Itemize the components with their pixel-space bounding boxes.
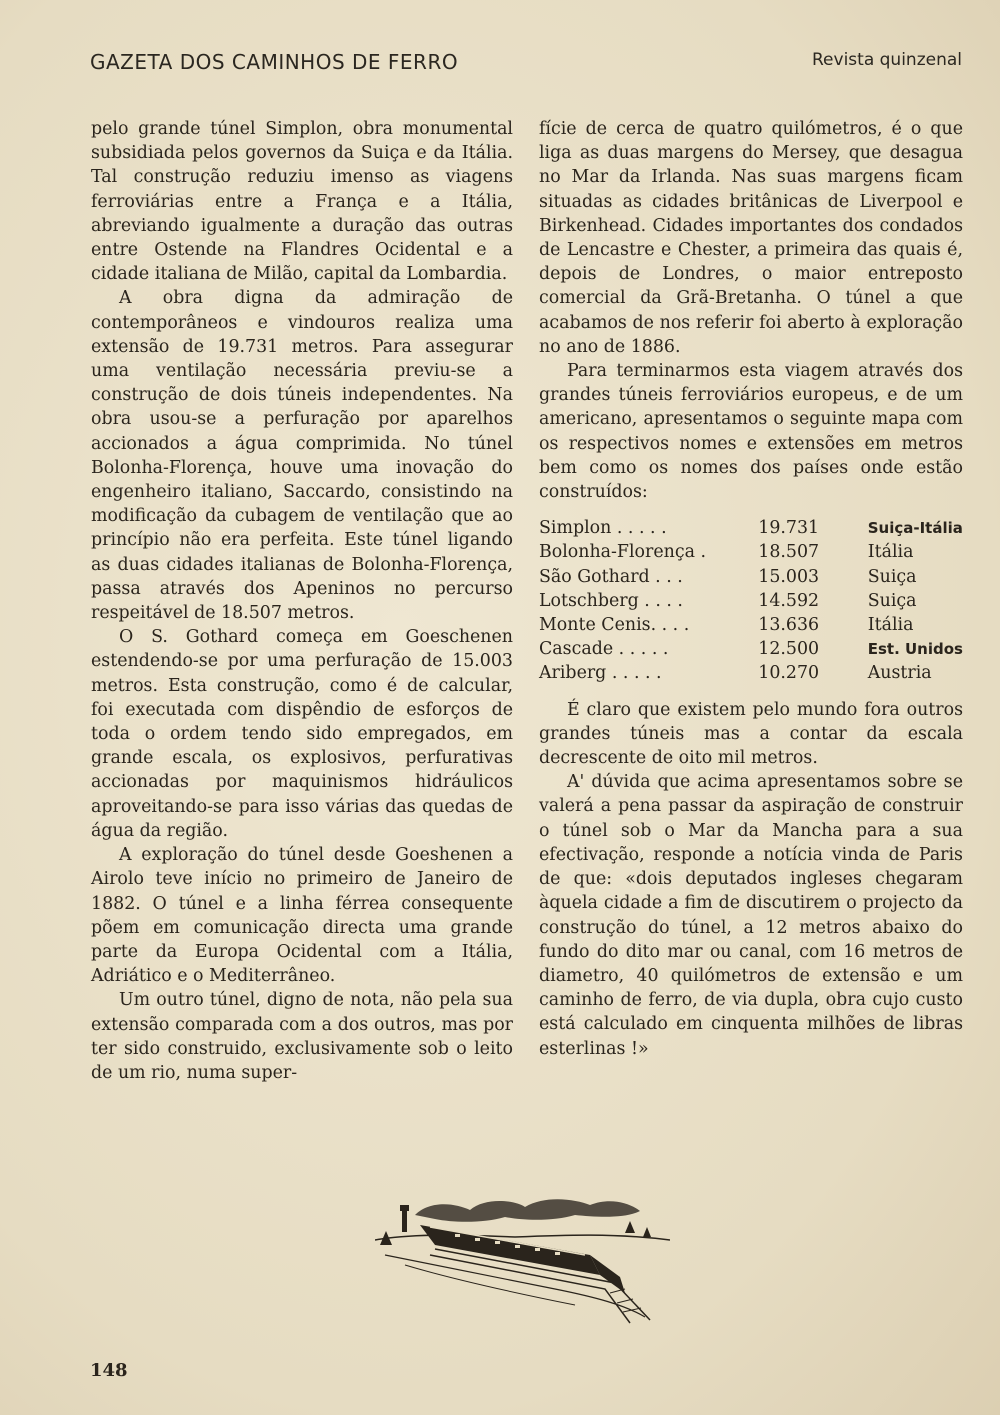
tunnel-country: Suiça <box>867 590 917 611</box>
tunnel-row <box>539 516 963 540</box>
masthead-subtitle: Revista quinzenal <box>812 50 962 70</box>
tunnel-table-body <box>539 516 963 685</box>
tunnel-length: 19.731 <box>758 518 820 539</box>
paragraph: A obra digna da admiração de contemporâneos e vindouros realiza uma extensão de 19.731 metros. Para assegurar uma ventilação necessária previu-se a construção de dois túneis independentes. Na obra usou-se a perfuração por aparelhos accionados a água comprimida. No túnel Bolonha-Florença, houve uma inovação do engenheiro italiano, Saccardo, consistindo na modificação da cubagem de ventilação que ao princípio não era perfeita. Este túnel ligando as duas cidades italianas de Bolonha-Florença, passa através dos Apeninos no percurso respeitável de 18.507 metros. <box>91 288 513 624</box>
paragraph: O S. Gothard começa em Goeschenen estendendo-se por uma perfuração de 15.003 metros. Esta construção, como é de calcular, foi executada com dispêndio de esforços de toda o ordem tendo sido empregados, em grande escala, os explosivos, perfurativas accionadas por maquinismos hidráulicos aproveitando-se para isso várias das quedas de água da região. <box>91 627 513 841</box>
paragraph: fície de cerca de quatro quilómetros, é o que liga as duas margens do Mersey, que desagua no Mar da Irlanda. Nas suas margens ficam situadas as cidades britânicas de Liverpool e Birkenhead. Cidades importantes dos condados de Lencastre e Chester, a primeira das quais é, depois de Londres, o maior entreposto comercial da Grã-Bretanha. O túnel a que acabamos de nos referir foi aberto à exploração no ano de 1886. <box>539 119 963 357</box>
tunnel-country: Itália <box>867 542 914 563</box>
paragraph: Para terminarmos esta viagem através dos grandes túneis ferroviários europeus, e de um americano, apresentamos o seguinte mapa com os respectivos nomes e extensões em metros bem como os nomes dos países onde estão construídos: <box>539 361 963 503</box>
tunnel-country: Suiça-Itália <box>867 519 963 538</box>
tunnel-country: Itália <box>867 615 914 636</box>
tunnel-name: Lotschberg . . . . <box>539 590 683 611</box>
tunnel-row <box>539 565 963 589</box>
tunnel-length: 14.592 <box>758 590 820 611</box>
tunnel-country: Suiça <box>867 566 917 587</box>
tunnel-row <box>539 540 963 564</box>
page-number: 148 <box>90 1360 128 1381</box>
tunnel-row <box>539 589 963 613</box>
tunnel-name: Simplon . . . . . <box>539 518 667 539</box>
paragraph: É claro que existem pelo mundo fora outros grandes túneis mas a contar da escala decrescente de oito mil metros. <box>539 699 963 769</box>
tunnel-name: São Gothard . . . <box>539 566 683 587</box>
tunnel-row <box>539 661 963 685</box>
tunnel-length: 15.003 <box>758 566 820 587</box>
paragraph: pelo grande túnel Simplon, obra monumental subsidiada pelos governos da Suiça e da Itália. Tal construção reduziu imenso as viagens ferroviárias entre a França e a Itália, abreviando igualmente a duração das outras entre Ostende na Flandres Ocidental e a cidade italiana de Milão, capital da Lombardia. <box>91 119 513 285</box>
right-column <box>539 117 963 1061</box>
paragraph: Um outro túnel, digno de nota, não pela sua extensão comparada com a dos outros, mas por ter sido construido, exclusivamente sob o leito de um rio, numa super- <box>91 990 513 1083</box>
tunnel-length: 18.507 <box>758 542 820 563</box>
tunnel-table <box>539 516 963 685</box>
tunnel-country: Est. Unidos <box>867 640 963 659</box>
tunnel-length: 12.500 <box>758 639 820 660</box>
tunnel-row <box>539 637 963 661</box>
tunnel-length: 10.270 <box>758 663 820 684</box>
tunnel-name: Bolonha-Florença . <box>539 542 706 563</box>
left-column <box>91 117 513 1085</box>
tunnel-country: Austria <box>867 663 932 684</box>
train-illustration <box>375 1185 670 1325</box>
paragraph: A exploração do túnel desde Goeshenen a Airolo teve início no primeiro de Janeiro de 1882. O túnel e a linha férrea consequente põem em comunicação directa uma grande parte da Europa Ocidental com a Itália, Adriático e o Mediterrâneo. <box>91 845 513 987</box>
page-header <box>90 50 962 84</box>
tunnel-length: 13.636 <box>758 615 820 636</box>
paragraph: A' dúvida que acima apresentamos sobre se valerá a pena passar da aspiração de construir o túnel sob o Mar da Mancha para a sua efectivação, responde a notícia vinda de Paris de que: «dois deputados ingleses chegaram àquela cidade a fim de discutirem o projecto da construção do túnel, a 12 metros abaixo do fundo do dito mar ou canal, com 16 metros de diametro, 40 quilómetros de extensão e um caminho de ferro, de via dupla, obra cujo custo está calculado em cinquenta milhões de libras esterlinas !» <box>539 772 963 1059</box>
tunnel-name: Ariberg . . . . . <box>539 663 662 684</box>
tunnel-name: Monte Cenis. . . . <box>539 615 690 636</box>
tunnel-name: Cascade . . . . . <box>539 639 669 660</box>
masthead-title: GAZETA DOS CAMINHOS DE FERRO <box>90 50 459 74</box>
tunnel-row <box>539 613 963 637</box>
